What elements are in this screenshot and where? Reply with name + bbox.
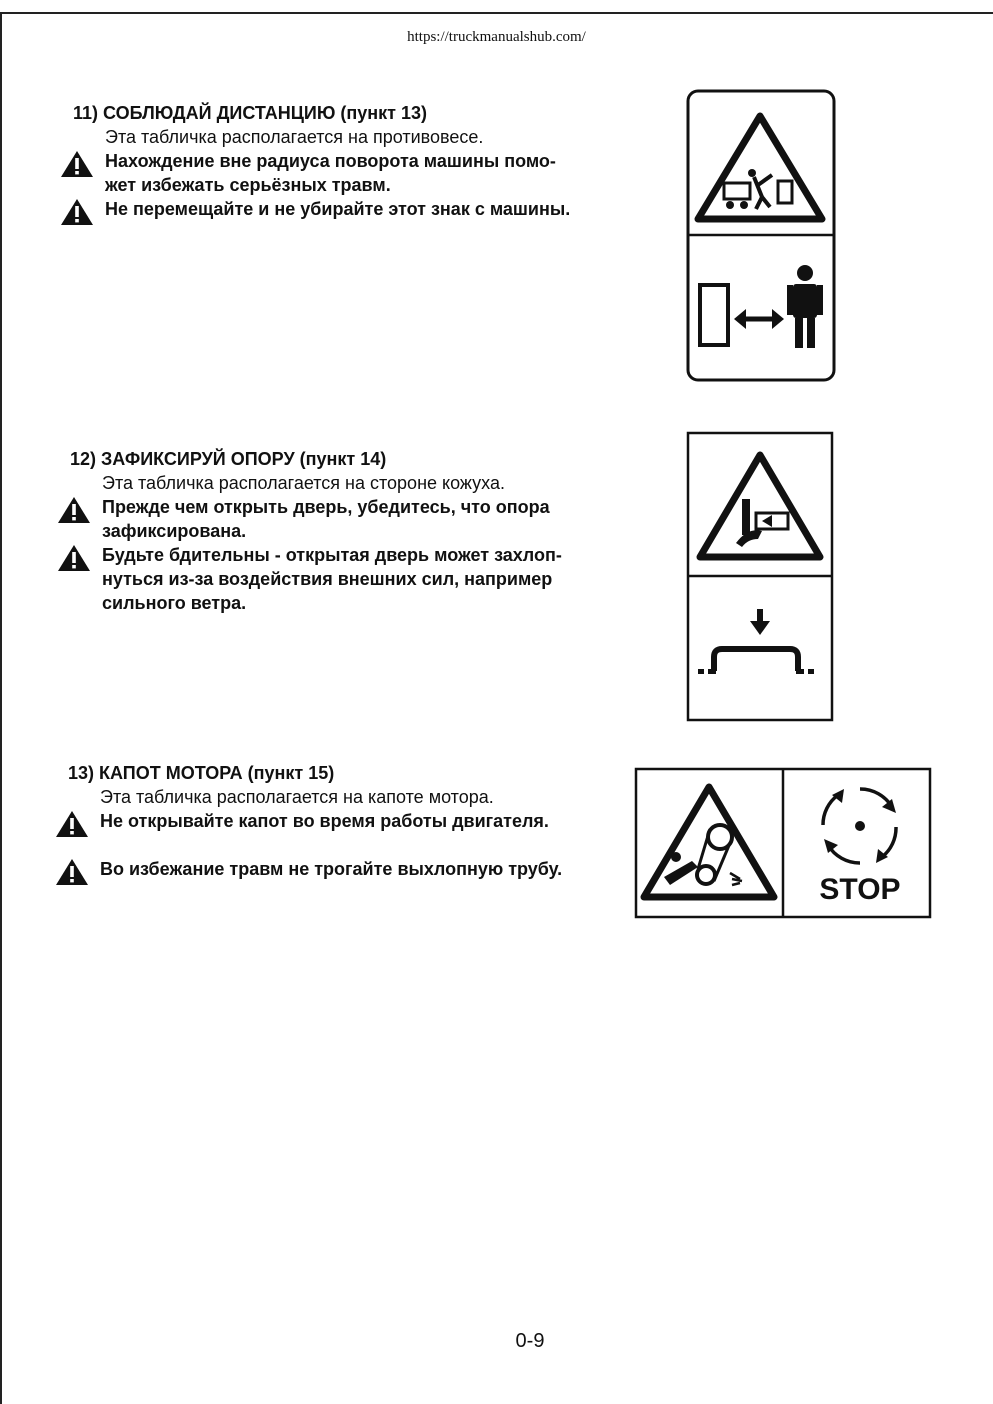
source-url: https://truckmanualshub.com/ xyxy=(407,29,586,45)
section-heading: 12) ЗАФИКСИРУЙ ОПОРУ (пункт 14) xyxy=(70,449,387,469)
section-lock-support xyxy=(70,447,562,615)
warning-triangle-icon xyxy=(60,149,94,179)
stop-label: STOP xyxy=(819,873,901,906)
section-keep-distance xyxy=(73,101,570,221)
page-border-left xyxy=(0,12,2,1404)
warning-text: сильного ветра. xyxy=(102,593,247,613)
location-text: Эта табличка располагается на стороне кожуха. xyxy=(102,473,505,493)
warning-triangle-icon xyxy=(57,495,91,525)
warning-text: Во избежание травм не трогайте выхлопную трубу. xyxy=(100,859,563,879)
warning-text: Нахождение вне радиуса поворота машины помо- xyxy=(105,151,556,171)
warning-item xyxy=(70,543,562,615)
warning-text: Не перемещайте и не убирайте этот знак с машины. xyxy=(105,199,571,219)
warning-triangle-icon xyxy=(57,543,91,573)
warning-text: нуться из-за воздействия внешних сил, например xyxy=(102,569,553,589)
section-heading: 13) КАПОТ МОТОРА (пункт 15) xyxy=(68,763,335,783)
keep-distance-safety-sign xyxy=(686,89,836,383)
section-engine-hood xyxy=(68,761,562,881)
warning-item xyxy=(68,857,562,881)
warning-text: жет избежать серьёзных травм. xyxy=(105,175,391,195)
section-heading: 11) СОБЛЮДАЙ ДИСТАНЦИЮ (пункт 13) xyxy=(73,103,427,123)
warning-item xyxy=(68,809,562,833)
page-number: 0-9 xyxy=(515,1330,545,1352)
warning-text: Прежде чем открыть дверь, убедитесь, что опора xyxy=(102,497,550,517)
engine-hood-safety-sign xyxy=(634,767,932,919)
warning-triangle-icon xyxy=(55,857,89,887)
warning-text: Будьте бдительны - открытая дверь может захлоп- xyxy=(102,545,562,565)
warning-item xyxy=(73,149,570,197)
warning-item xyxy=(70,495,562,543)
warning-triangle-icon xyxy=(55,809,89,839)
location-text: Эта табличка располагается на капоте мотора. xyxy=(100,787,494,807)
warning-text: Не открывайте капот во время работы двигателя. xyxy=(100,811,549,831)
location-text: Эта табличка располагается на противовесе. xyxy=(105,127,484,147)
page-border-top xyxy=(0,12,993,14)
warning-item xyxy=(73,197,570,221)
warning-triangle-icon xyxy=(60,197,94,227)
lock-support-safety-sign xyxy=(686,431,834,723)
warning-text: зафиксирована. xyxy=(102,521,247,541)
